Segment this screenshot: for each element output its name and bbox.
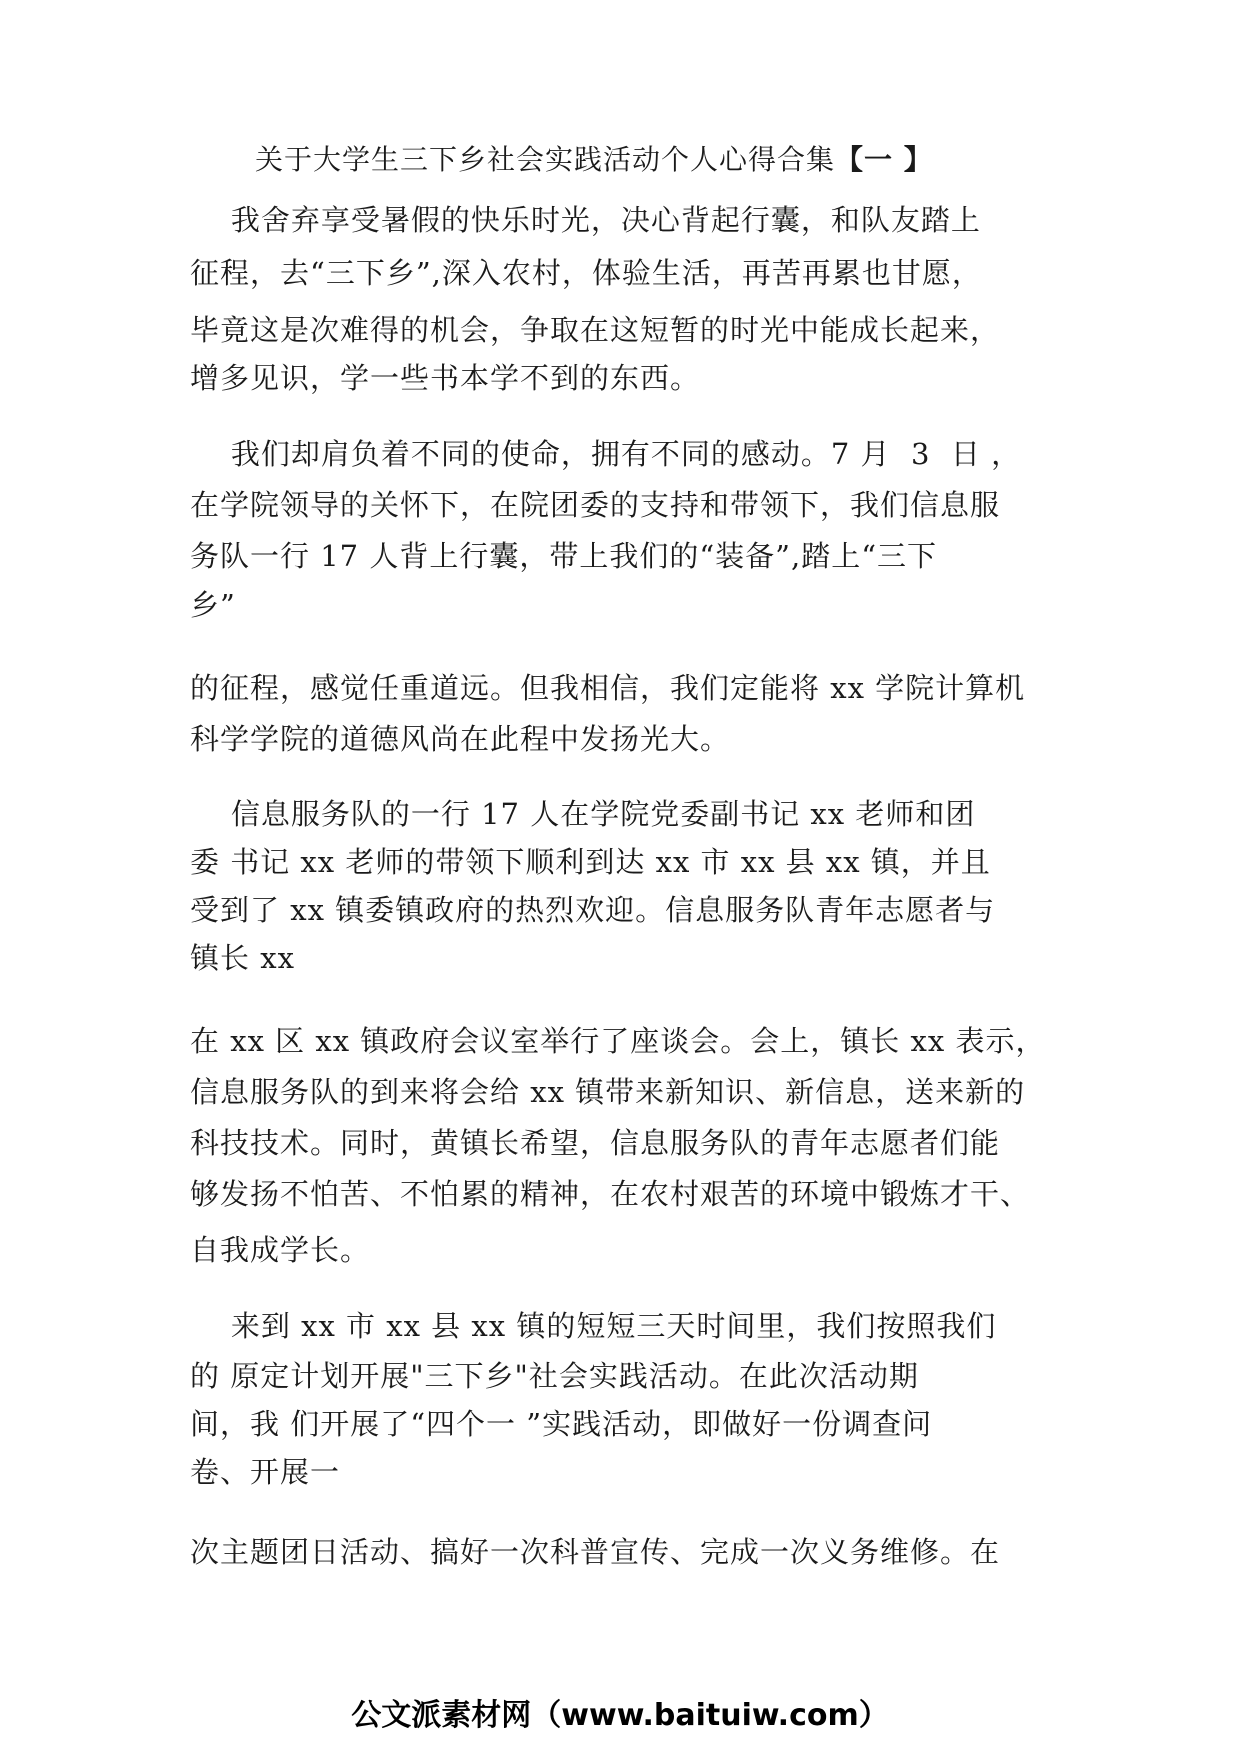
body-line: 乡” (190, 588, 236, 622)
body-line: 科技技术。同时，黄镇长希望，信息服务队的青年志愿者们能 (190, 1126, 1001, 1160)
document-title (255, 140, 933, 180)
body-line: 自我成学长。 (190, 1233, 371, 1267)
body-line: 镇长 xx (190, 941, 295, 975)
body-line: 的征程，感觉任重道远。但我相信，我们定能将 xx 学院计算机 (190, 671, 1026, 705)
body-line: 次主题团日活动、搞好一次科普宣传、完成一次义务维修。在 (190, 1535, 1001, 1569)
body-line: 够发扬不怕苦、不怕累的精神，在农村艰苦的环境中锻炼才干、 (190, 1177, 1031, 1211)
body-line: 征程，去“三下乡”,深入农村，体验生活，再苦再累也甘愿， (190, 256, 982, 290)
body-line: 信息服务队的到来将会给 xx 镇带来新知识、新信息，送来新的 (190, 1075, 1026, 1109)
body-line: 在 xx 区 xx 镇政府会议室举行了座谈会。会上，镇长 xx 表示， (190, 1024, 1046, 1058)
body-line: 务队一行 17 人背上行囊，带上我们的“装备”,踏上“三下 (190, 539, 938, 573)
body-line: 我舍弃享受暑假的快乐时光，决心背起行囊，和队友踏上 (190, 203, 981, 237)
body-line: 来到 xx 市 xx 县 xx 镇的短短三天时间里，我们按照我们 (190, 1309, 997, 1343)
title-suffix: 【一 】 (835, 143, 933, 176)
title-text: 关于大学生三下乡社会实践活动个人心得合集 (255, 143, 836, 176)
body-line: 委 书记 xx 老师的带领下顺利到达 xx 市 xx 县 xx 镇，并且 (190, 845, 991, 879)
body-line: 的 原定计划开展"三下乡"社会实践活动。在此次活动期 (190, 1359, 919, 1393)
body-line: 卷、开展一 (190, 1455, 341, 1489)
body-line: 在学院领导的关怀下，在院团委的支持和带领下，我们信息服 (190, 488, 1001, 522)
body-line: 增多见识，学一些书本学不到的东西。 (190, 361, 701, 395)
body-line: 间，我 们开展了“四个一 ”实践活动，即做好一份调查问 (190, 1407, 933, 1441)
body-line: 科学学院的道德风尚在此程中发扬光大。 (190, 722, 731, 756)
body-line: 毕竟这是次难得的机会，争取在这短暂的时光中能成长起来， (190, 313, 1001, 347)
body-line: 我们却肩负着不同的使命，拥有不同的感动。7 月 3 日 ， (190, 437, 1022, 471)
body-line: 受到了 xx 镇委镇政府的热烈欢迎。信息服务队青年志愿者与 (190, 893, 996, 927)
body-line: 信息服务队的一行 17 人在学院党委副书记 xx 老师和团 (190, 797, 976, 831)
footer-watermark: 公文派素材网（www.baituiw.com） (351, 1698, 889, 1733)
